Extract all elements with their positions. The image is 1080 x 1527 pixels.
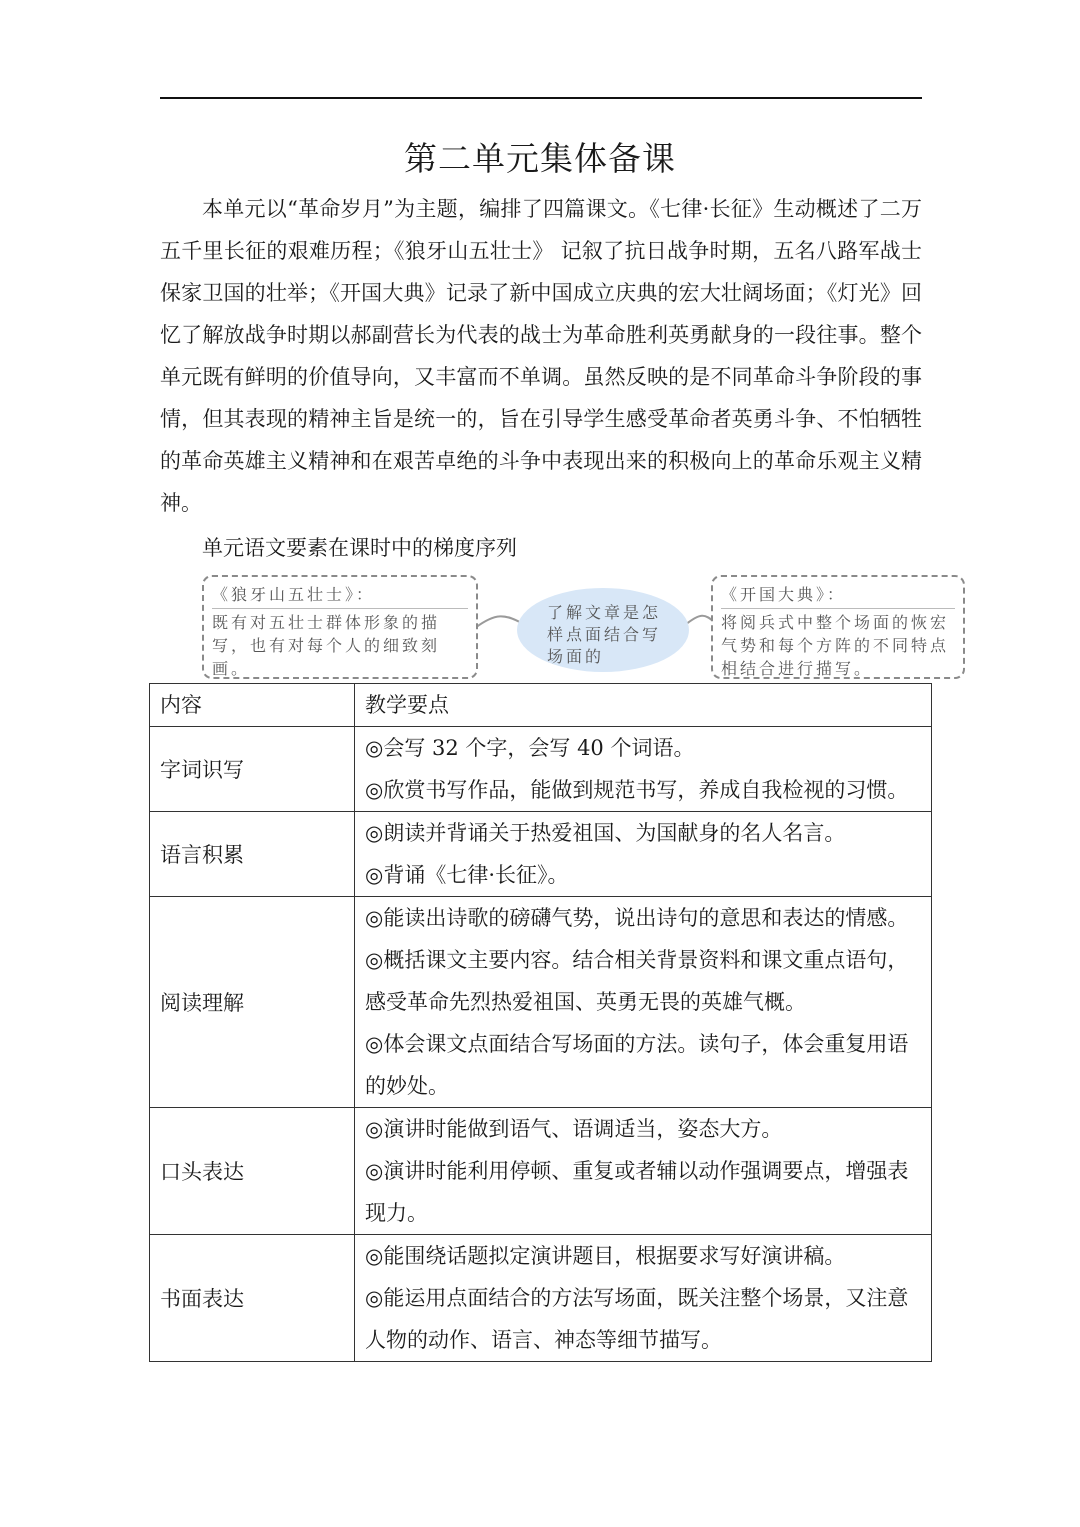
row-label: 阅读理解 bbox=[150, 897, 355, 1108]
diagram-center-bubble: 了解文章是怎样点面结合写场面的 bbox=[517, 588, 689, 672]
intro-paragraph: 本单元以“革命岁月”为主题，编排了四篇课文。《七律·长征》生动概述了二万五千里长征的艰难历程；《狼牙山五壮士》 记叙了抗日战争时期，五名八路军战士保家卫国的壮举；《开国大典》记录了新中国成立庆典的宏大壮阔场面；《灯光》回忆了解放战争时期以郝副营长为代表的战士为革命胜利英勇献身的一段往事。整个单元既有鲜明的价值导向，又丰富而不单调。虽然反映的是不同革命斗争阶段的事情，但其表现的精神主旨是统一的，旨在引导学生感受革命者英勇斗争、不怕牺牲的革命英雄主义精神和在艰苦卓绝的斗争中表现出来的积极向上的革命乐观主义精神。 bbox=[160, 197, 922, 515]
teaching-point: ◎能运用点面结合的方法写场面，既关注整个场景，又注意人物的动作、语言、神态等细节描写。 bbox=[365, 1286, 909, 1352]
table-row bbox=[150, 727, 932, 812]
diagram-right-body: 将阅兵式中整个场面的恢宏气势和每个方阵的不同特点相结合进行描写。 bbox=[721, 608, 955, 680]
diagram-box-langyashan bbox=[202, 575, 478, 679]
teaching-point: ◎能围绕话题拟定演讲题目，根据要求写好演讲稿。 bbox=[365, 1244, 846, 1268]
diagram-left-title: 《狼牙山五壮士》： bbox=[212, 585, 376, 604]
row-points bbox=[355, 727, 932, 812]
table-row bbox=[150, 1108, 932, 1235]
teaching-point: ◎能读出诗歌的磅礴气势，说出诗句的意思和表达的情感。 bbox=[365, 906, 909, 930]
diagram-right-title: 《开国大典》： bbox=[721, 585, 847, 604]
teaching-point: ◎概括课文主要内容。结合相关背景资料和课文重点语句，感受革命先烈热爱祖国、英勇无畏的英雄气概。 bbox=[365, 948, 909, 1014]
row-points bbox=[355, 1108, 932, 1235]
header-teaching-points: 教学要点 bbox=[355, 684, 932, 727]
diagram-left-body: 既有对五壮士群体形象的描写，也有对每个人的细致刻画。 bbox=[212, 608, 468, 680]
table-row bbox=[150, 812, 932, 897]
row-label: 口头表达 bbox=[150, 1108, 355, 1235]
row-points bbox=[355, 812, 932, 897]
diagram-box-kaiguodadian bbox=[711, 575, 965, 679]
header-rule bbox=[160, 97, 922, 99]
header-content: 内容 bbox=[150, 684, 355, 727]
table-row bbox=[150, 897, 932, 1108]
teaching-point: ◎演讲时能做到语气、语调适当，姿态大方。 bbox=[365, 1117, 783, 1141]
gradient-diagram bbox=[195, 573, 970, 681]
row-label: 语言积累 bbox=[150, 812, 355, 897]
teaching-point: ◎朗读并背诵关于热爱祖国、为国献身的名人名言。 bbox=[365, 821, 846, 845]
page-title: 第二单元集体备课 bbox=[404, 139, 676, 178]
teaching-point: ◎会写 32 个字，会写 40 个词语。 bbox=[365, 736, 695, 760]
section-subheading: 单元语文要素在课时中的梯度序列 bbox=[202, 536, 517, 560]
teaching-points-table bbox=[149, 683, 932, 1362]
row-label: 字词识写 bbox=[150, 727, 355, 812]
row-label: 书面表达 bbox=[150, 1235, 355, 1362]
teaching-point: ◎体会课文点面结合写场面的方法。读句子，体会重复用语的妙处。 bbox=[365, 1032, 909, 1098]
table-header-row bbox=[150, 684, 932, 727]
table-row bbox=[150, 1235, 932, 1362]
teaching-point: ◎欣赏书写作品，能做到规范书写，养成自我检视的习惯。 bbox=[365, 778, 909, 802]
row-points bbox=[355, 897, 932, 1108]
row-points bbox=[355, 1235, 932, 1362]
teaching-point: ◎背诵《七律·长征》。 bbox=[365, 863, 569, 887]
teaching-point: ◎演讲时能利用停顿、重复或者辅以动作强调要点，增强表现力。 bbox=[365, 1159, 909, 1225]
